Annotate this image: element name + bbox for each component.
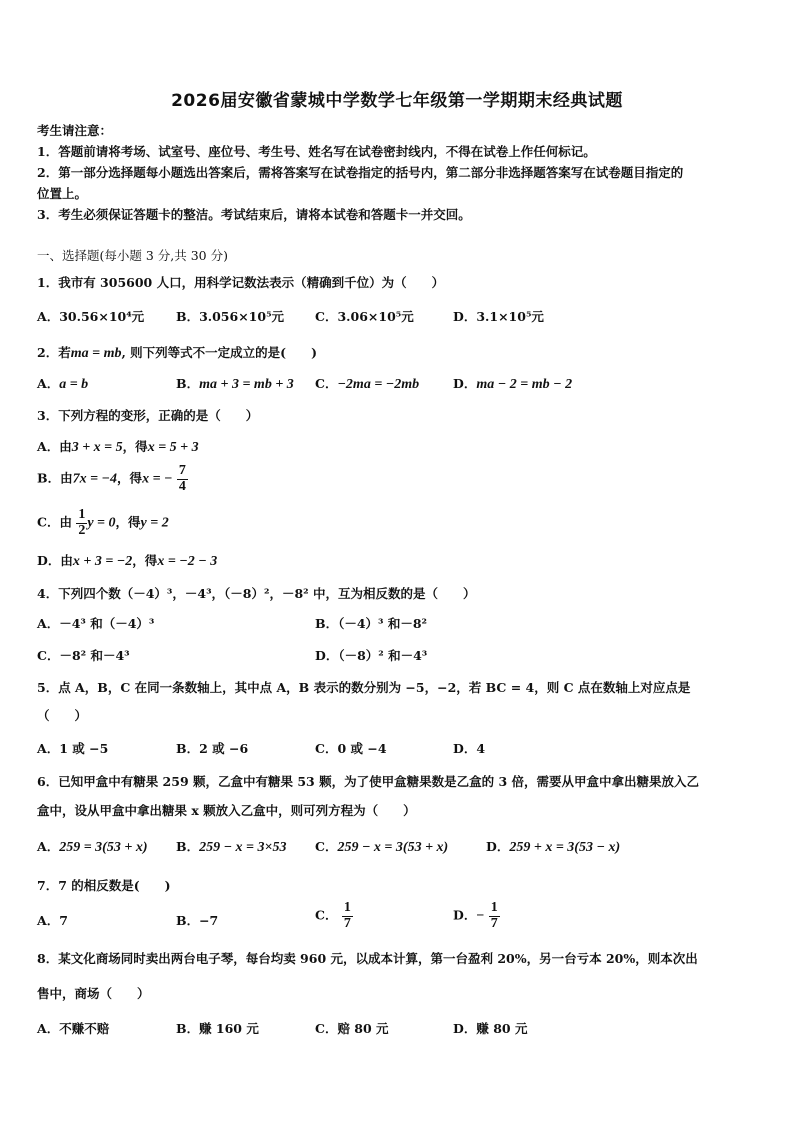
q4-option-c[interactable]: C．－8² 和－4³ [37, 648, 130, 663]
q2-stem-suffix: , 则下列等式不一定成立的是( ) [121, 345, 318, 360]
option-math: x = − [142, 471, 173, 487]
option-math: 259 − x = 3(53 + x) [337, 840, 449, 855]
q7-option-b[interactable]: B．−7 [176, 913, 219, 928]
option-math: −2ma = −2mb [337, 377, 420, 392]
fraction-numerator: 1 [343, 900, 351, 915]
section-heading: 一、选择题(每小题 3 分,共 30 分) [37, 248, 228, 263]
option-label: C． [315, 376, 338, 391]
q1-option-b[interactable]: B．3.056×10⁵元 [176, 309, 285, 324]
option-math: 7x = −4 [72, 471, 118, 487]
q1-option-a[interactable]: A．30.56×10⁴元 [37, 309, 145, 324]
option-math: ma + 3 = mb + 3 [199, 377, 294, 392]
option-label: D． [453, 376, 477, 391]
notice-heading: 考生请注意： [37, 123, 113, 138]
option-label: B．由 [37, 470, 73, 486]
q2-option-b[interactable] [176, 374, 294, 393]
question-7-stem: 7．7 的相反数是( ) [37, 878, 171, 893]
fraction-numerator: 1 [490, 900, 498, 915]
q8-option-b[interactable]: B．赚 160 元 [176, 1021, 259, 1036]
notice-item: 2．第一部分选择题每小题选出答案后，需将答案写在试卷指定的括号内，第二部分非选择题答案写在试卷题目指定的 [37, 165, 684, 180]
option-label: C． [315, 839, 338, 854]
q8-option-c[interactable]: C．赔 80 元 [315, 1021, 389, 1036]
q4-option-b[interactable]: B．（－4）³ 和－8² [315, 616, 428, 631]
question-4-stem: 4．下列四个数（－4）³，－4³，（－8）²，－8² 中，互为相反数的是（ ） [37, 586, 476, 601]
option-label: D． [453, 907, 477, 923]
question-2-stem [37, 343, 317, 362]
question-1-stem: 1．我市有 305600 人口，用科学记数法表示（精确到千位）为（ ） [37, 275, 445, 290]
q6-option-b[interactable] [176, 837, 287, 856]
option-text: ，得 [122, 439, 148, 454]
option-label: C． [315, 907, 338, 923]
fraction [177, 464, 188, 494]
q3-option-c[interactable] [37, 508, 169, 538]
q2-stem-math: ma = mb [70, 346, 122, 361]
fraction [76, 508, 87, 538]
option-label: A． [37, 839, 60, 854]
q6-option-d[interactable] [486, 837, 620, 856]
question-8-stem: 8．某文化商场同时卖出两台电子琴，每台均卖 960 元，以成本计算，第一台盈利 20%，另一台亏本 20%，则本次出 [37, 951, 698, 966]
q5-option-b[interactable]: B．2 或 −6 [176, 741, 249, 756]
fraction-numerator: 7 [178, 463, 186, 478]
option-math: 3 + x = 5 [71, 440, 123, 455]
q3-option-d[interactable] [37, 551, 217, 570]
question-8-stem-cont: 售中，商场（ ） [37, 986, 150, 1001]
q5-option-a[interactable]: A．1 或 −5 [37, 741, 109, 756]
fraction-denominator: 4 [178, 478, 186, 494]
option-math: a = b [59, 377, 89, 392]
q7-option-c[interactable] [315, 901, 353, 931]
exam-title: 2026届安徽省蒙城中学数学七年级第一学期期末经典试题 [171, 91, 623, 111]
option-math: 259 + x = 3(53 − x) [509, 840, 621, 855]
option-math: 259 − x = 3×53 [199, 840, 287, 855]
question-5-stem-cont: （ ） [37, 708, 88, 723]
option-text: ，得 [115, 514, 141, 530]
q6-option-a[interactable] [37, 837, 147, 856]
option-label: D． [486, 839, 510, 854]
question-3-stem: 3．下列方程的变形，正确的是（ ） [37, 408, 259, 423]
q3-option-a[interactable] [37, 437, 199, 456]
fraction [342, 901, 353, 931]
fraction [489, 901, 500, 931]
option-math: 259 = 3(53 + x) [59, 840, 148, 855]
fraction-denominator: 7 [343, 915, 351, 931]
q7-option-a[interactable]: A．7 [37, 913, 68, 928]
option-label: B． [176, 376, 200, 391]
q6-option-c[interactable] [315, 837, 448, 856]
q5-option-c[interactable]: C．0 或 −4 [315, 741, 387, 756]
option-label: D．由 [37, 553, 73, 568]
option-math: y = 2 [140, 515, 169, 531]
option-math: x = −2 − 3 [157, 554, 218, 569]
option-math: x + 3 = −2 [72, 554, 133, 569]
notice-item: 3．考生必须保证答题卡的整洁。考试结束后，请将本试卷和答题卡一并交回。 [37, 207, 471, 222]
fraction-denominator: 7 [490, 915, 498, 931]
option-text: ，得 [117, 470, 143, 486]
q2-option-c[interactable] [315, 374, 419, 393]
option-label: C．由 [37, 514, 72, 530]
option-math: ma − 2 = mb − 2 [476, 377, 573, 392]
q2-option-a[interactable] [37, 374, 88, 393]
q7-option-d[interactable] [453, 901, 500, 931]
q3-option-b[interactable] [37, 464, 188, 494]
q4-option-a[interactable]: A．－4³ 和（－4）³ [37, 616, 155, 631]
q2-option-d[interactable] [453, 374, 572, 393]
option-label: B． [176, 839, 200, 854]
option-label: A． [37, 376, 60, 391]
q4-option-d[interactable]: D．（－8）² 和－4³ [315, 648, 428, 663]
option-math: y = 0 [87, 515, 116, 531]
option-math: x = 5 + 3 [147, 440, 199, 455]
fraction-denominator: 2 [78, 522, 86, 538]
question-5-stem: 5．点 A，B，C 在同一条数轴上，其中点 A，B 表示的数分别为 −5，−2，若 BC = 4，则 C 点在数轴上对应点是 [37, 680, 691, 695]
q5-option-d[interactable]: D．4 [453, 741, 486, 756]
q2-stem-prefix: 2．若 [37, 345, 71, 360]
q8-option-a[interactable]: A．不赚不赔 [37, 1021, 110, 1036]
minus-sign: − [476, 908, 485, 924]
question-6-stem: 6．已知甲盒中有糖果 259 颗，乙盒中有糖果 53 颗，为了使甲盒糖果数是乙盒的 3 倍，需要从甲盒中拿出糖果放入乙 [37, 774, 699, 789]
fraction-numerator: 1 [78, 507, 86, 522]
option-text: ，得 [132, 553, 158, 568]
question-6-stem-cont: 盒中，设从甲盒中拿出糖果 x 颗放入乙盒中，则可列方程为（ ） [37, 803, 416, 818]
notice-item: 1．答题前请将考场、试室号、座位号、考生号、姓名写在试卷密封线内，不得在试卷上作任何标记。 [37, 144, 596, 159]
notice-item: 位置上。 [37, 186, 88, 201]
q1-option-c[interactable]: C．3.06×10⁵元 [315, 309, 414, 324]
q8-option-d[interactable]: D．赚 80 元 [453, 1021, 528, 1036]
q1-option-d[interactable]: D．3.1×10⁵元 [453, 309, 544, 324]
option-label: A．由 [37, 439, 72, 454]
